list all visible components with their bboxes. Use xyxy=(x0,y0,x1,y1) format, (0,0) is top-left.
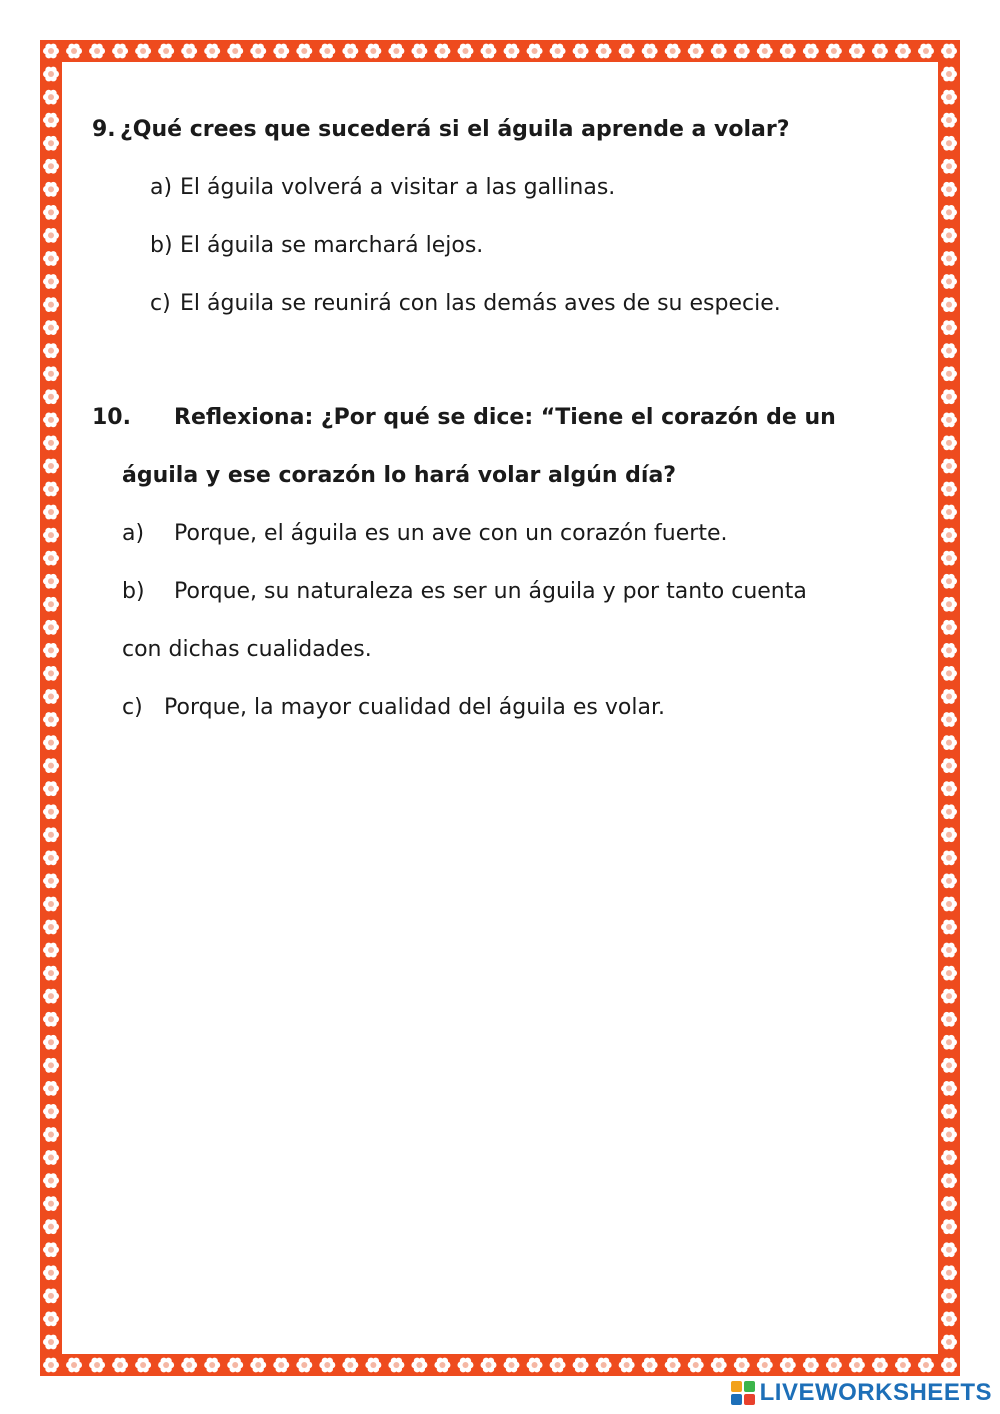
question-9-option-a[interactable] xyxy=(150,168,615,208)
option-label: a) xyxy=(122,521,145,546)
option-text: El águila se marchará lejos. xyxy=(180,233,484,258)
option-label: c) xyxy=(122,695,143,720)
question-10-number: 10. xyxy=(92,405,131,430)
question-10-text-line1: Reflexiona: ¿Por qué se dice: “Tiene el corazón de un xyxy=(174,405,836,430)
liveworksheets-logo[interactable] xyxy=(730,1378,992,1408)
question-10-option-b-continued xyxy=(122,630,372,670)
question-9-text: ¿Qué crees que sucederá si el águila aprende a volar? xyxy=(120,117,790,142)
question-9-number: 9. xyxy=(92,117,116,142)
question-10-option-c[interactable] xyxy=(122,688,665,728)
option-text: con dichas cualidades. xyxy=(122,637,372,662)
option-label: a) xyxy=(150,175,173,200)
option-label: c) xyxy=(150,291,171,316)
question-10-option-a[interactable] xyxy=(122,514,727,554)
question-10-title xyxy=(92,398,912,496)
question-9-option-c[interactable] xyxy=(150,284,781,324)
question-9-option-b[interactable] xyxy=(150,226,483,266)
option-label: b) xyxy=(150,233,173,258)
option-label: b) xyxy=(122,579,145,604)
question-10-option-b[interactable] xyxy=(122,572,807,612)
option-text: Porque, el águila es un ave con un corazón fuerte. xyxy=(174,521,728,546)
option-text: Porque, su naturaleza es ser un águila y por tanto cuenta xyxy=(174,579,807,604)
question-10-text-line2: águila y ese corazón lo hará volar algún día? xyxy=(122,463,677,488)
liveworksheets-logo-icon xyxy=(730,1380,756,1406)
option-text: El águila volverá a visitar a las gallinas. xyxy=(180,175,616,200)
liveworksheets-brand: LIVEWORKSHEETS xyxy=(759,1379,992,1406)
option-text: El águila se reunirá con las demás aves de su especie. xyxy=(180,291,781,316)
question-9-title xyxy=(92,110,790,150)
option-text: Porque, la mayor cualidad del águila es volar. xyxy=(164,695,665,720)
